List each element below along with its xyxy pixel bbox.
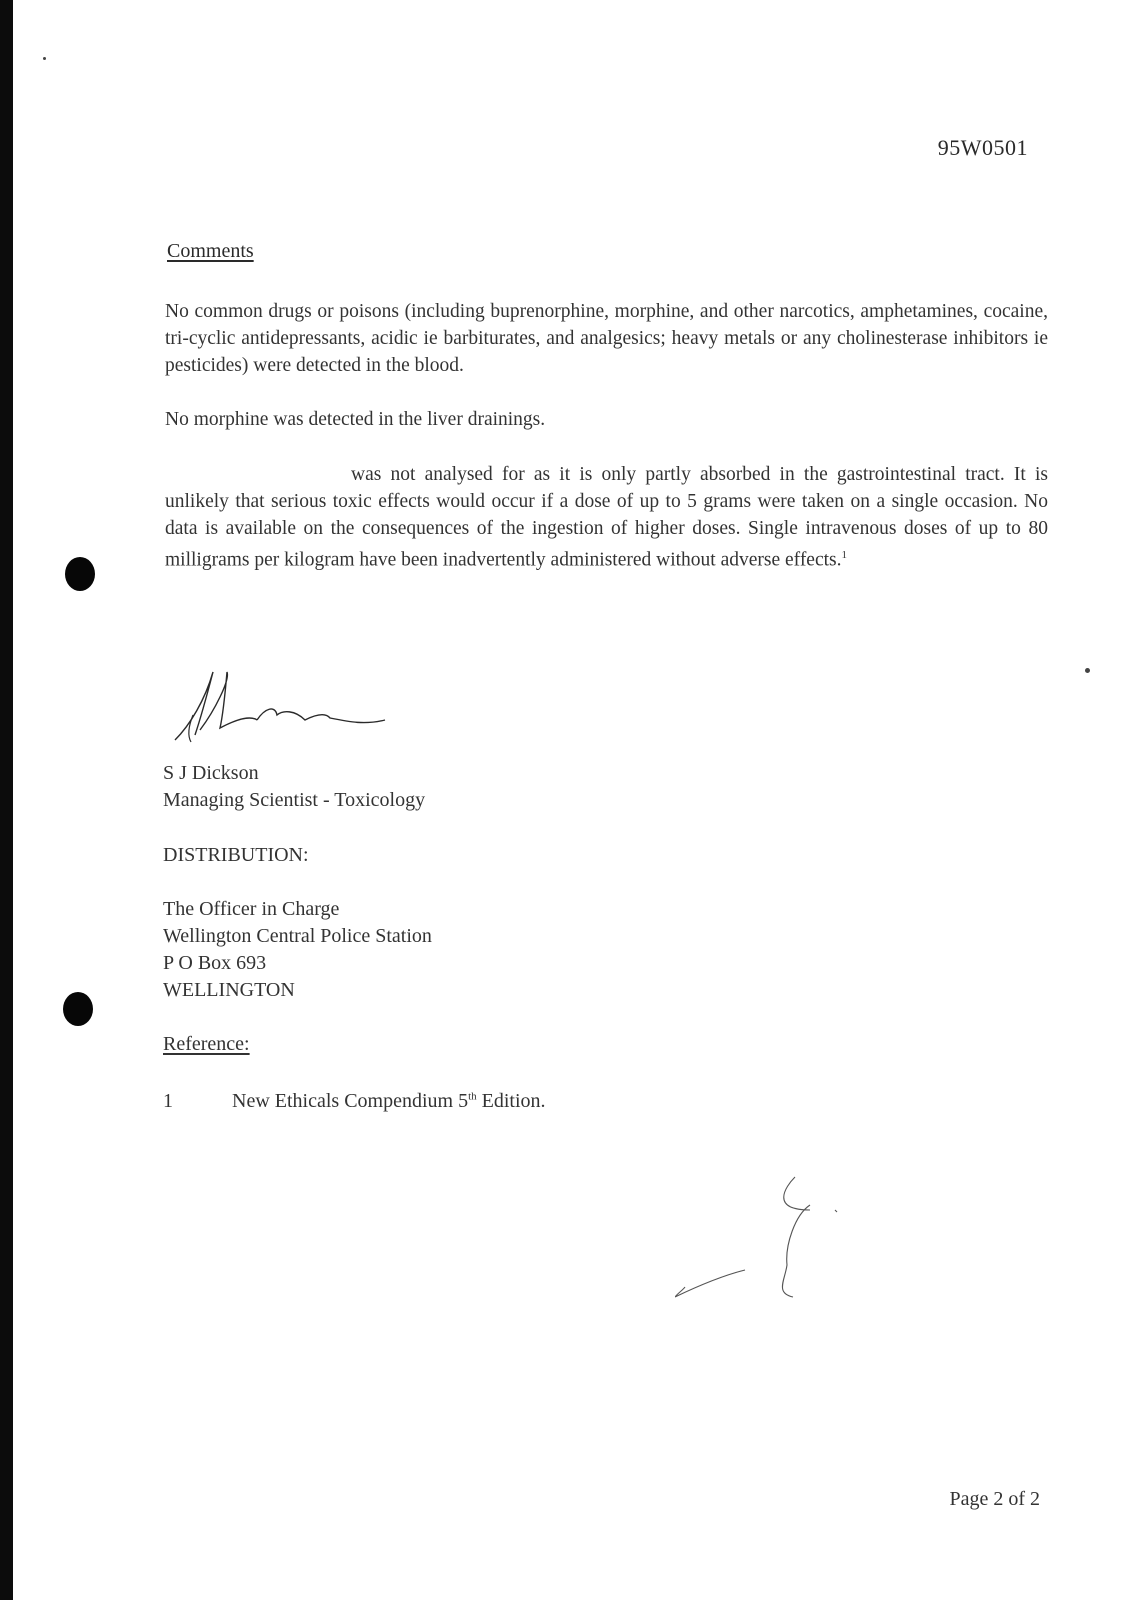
absorption-text: was not analysed for as it is only partly absorbed in the gastrointestinal tract. It is unlikely that serious toxic effects would occur if a dose of up to 5 grams were taken on a single occasion. No data is available on the consequences of the ingestion of higher doses. Single intravenous doses of up to 80 milligrams per kilogram have been inadvertently administered without adverse effects.	[165, 464, 1048, 571]
signatory-name: S J Dickson	[163, 762, 259, 784]
page-number: Page 2 of 2	[949, 1488, 1040, 1510]
comments-paragraph-blood: No common drugs or poisons (including buprenorphine, morphine, and other narcotics, amphetamines, cocaine, tri-cyclic antidepressants, acidic ie barbiturates, and analgesics; heavy metals or any cholinesterase inhibitors ie pesticides) were detected in the blood.	[165, 301, 1048, 376]
document-reference-code: 95W0501	[937, 135, 1028, 160]
punch-hole	[65, 557, 95, 591]
reference-suffix: Edition.	[476, 1090, 546, 1112]
reference-title: New Ethicals Compendium 5	[232, 1090, 469, 1112]
address-line: WELLINGTON	[163, 979, 295, 1001]
address-line: P O Box 693	[163, 952, 267, 974]
scan-speck	[1085, 668, 1090, 673]
reference-heading: Reference:	[163, 1033, 250, 1055]
reference-text	[232, 1090, 546, 1113]
edition-superscript: th	[468, 1090, 477, 1103]
comments-paragraph-absorption	[165, 461, 1048, 574]
address-line: Wellington Central Police Station	[163, 925, 432, 947]
distribution-heading: DISTRIBUTION:	[163, 844, 309, 866]
reference-number: 1	[163, 1090, 173, 1112]
handwritten-mark	[675, 1175, 875, 1305]
scan-speck	[43, 57, 46, 60]
punch-hole	[63, 992, 93, 1026]
footnote-marker: 1	[841, 549, 848, 561]
signature	[165, 670, 405, 750]
scan-border	[0, 0, 13, 1600]
comments-heading: Comments	[167, 240, 254, 262]
comments-paragraph-liver: No morphine was detected in the liver drainings.	[165, 409, 546, 430]
signatory-title: Managing Scientist - Toxicology	[163, 789, 426, 811]
address-line: The Officer in Charge	[163, 898, 340, 920]
